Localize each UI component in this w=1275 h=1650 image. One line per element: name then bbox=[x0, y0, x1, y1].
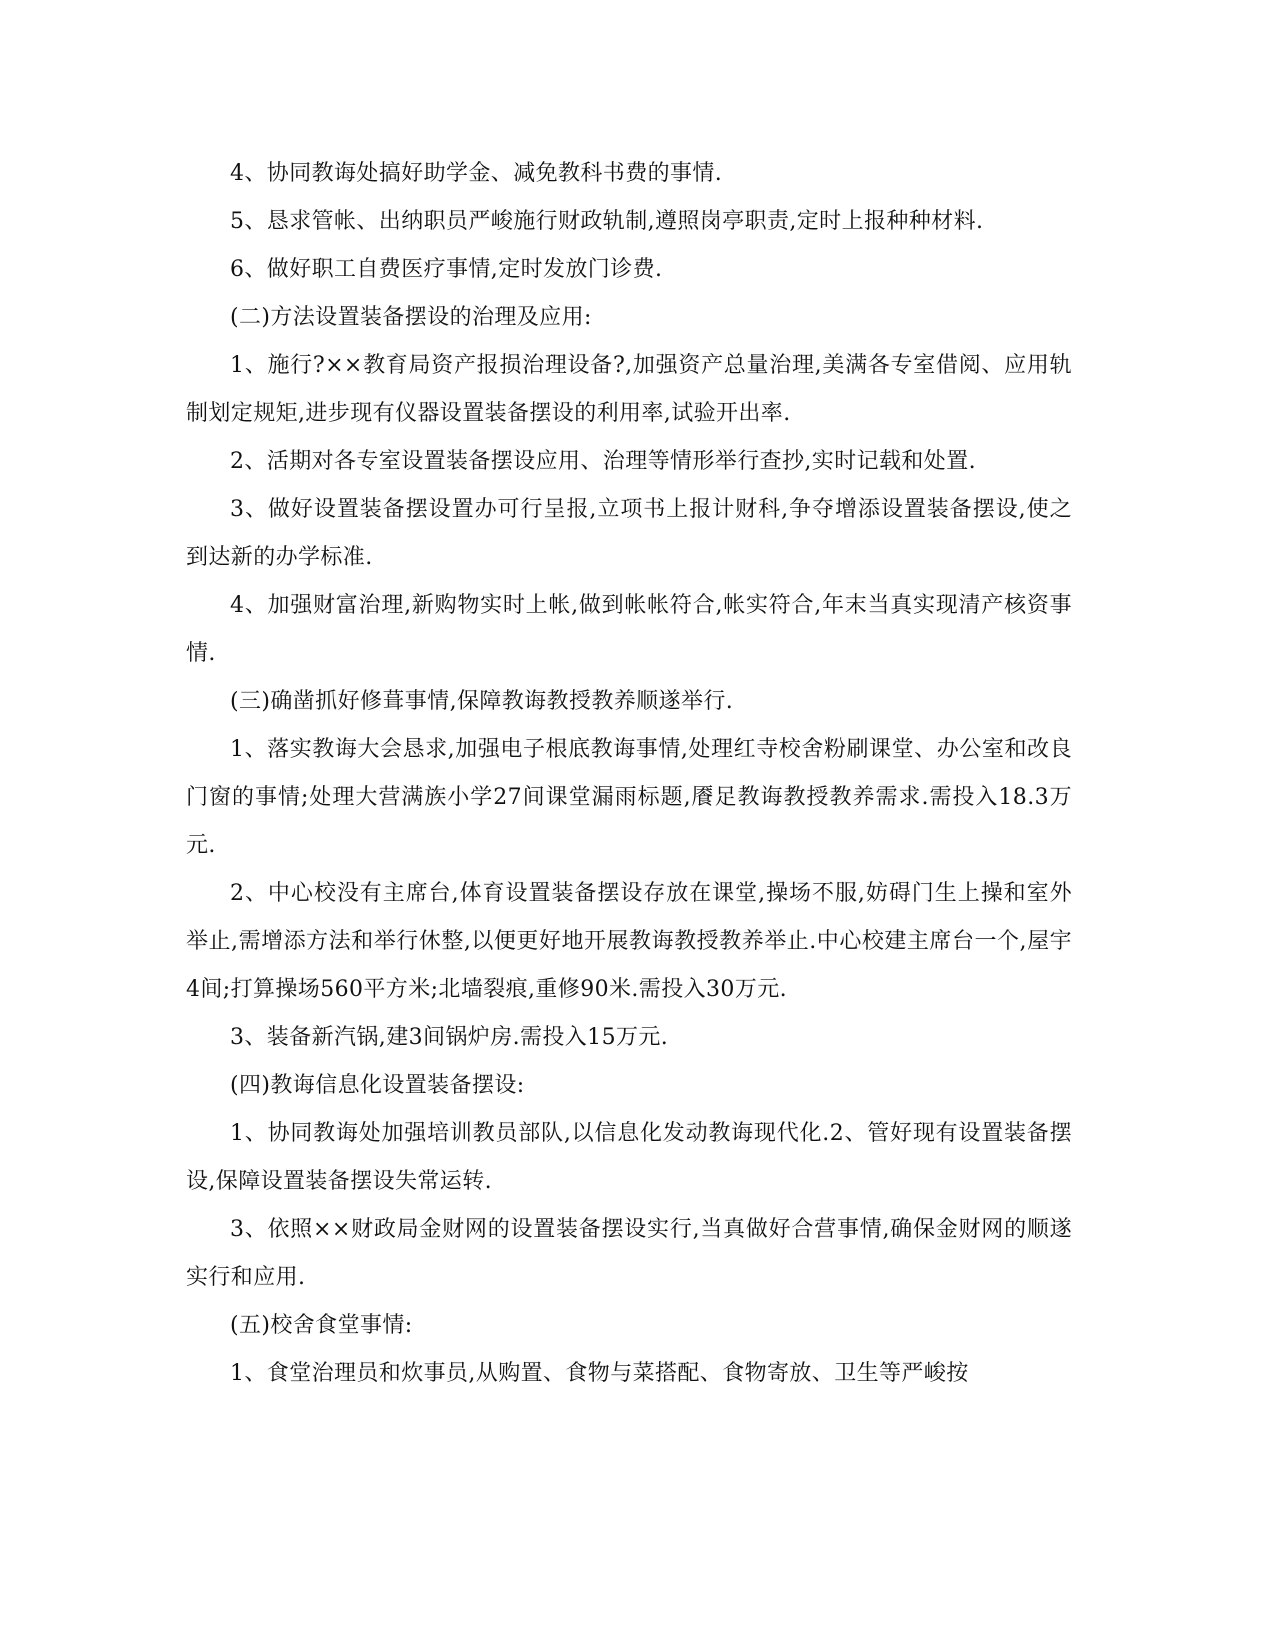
paragraph-finance-network: 3、依照××财政局金财网的设置装备摆设实行,当真做好合营事情,确保金财网的顺遂实行和应用. bbox=[186, 1217, 1072, 1290]
paragraph-item-6-medical: 6、做好职工自费医疗事情,定时发放门诊费. bbox=[230, 257, 663, 282]
paragraph-procurement: 3、做好设置装备摆设置办可行呈报,立项书上报计财科,争夺增添设置装备摆设,使之到达新的办学标准. bbox=[186, 497, 1072, 570]
paragraph-inspection: 2、活期对各专室设置装备摆设应用、治理等情形举行查抄,实时记载和处置. bbox=[230, 449, 976, 474]
section-heading-3: (三)确凿抓好修葺事情,保障教诲教授教养顺遂举行. bbox=[230, 689, 734, 714]
section-heading-2: (二)方法设置装备摆设的治理及应用: bbox=[230, 305, 592, 330]
paragraph-item-5-accounting: 5、恳求管帐、出纳职员严峻施行财政轨制,遵照岗亭职责,定时上报种种材料. bbox=[230, 209, 984, 234]
section-heading-5: (五)校舍食堂事情: bbox=[230, 1313, 413, 1338]
paragraph-renovation-3: 3、装备新汽锅,建3间锅炉房.需投入15万元. bbox=[230, 1025, 669, 1050]
paragraph-property-management: 4、加强财富治理,新购物实时上帐,做到帐帐符合,帐实符合,年末当真实现清产核资事情. bbox=[186, 593, 1072, 666]
paragraph-asset-management: 1、施行?××教育局资产报损治理设备?,加强资产总量治理,美满各专室借阅、应用轨制划定规矩,进步现有仪器设置装备摆设的利用率,试验开出率. bbox=[186, 353, 1072, 426]
paragraph-renovation-1: 1、落实教诲大会恳求,加强电子根底教诲事情,处理红寺校舍粉刷课堂、办公室和改良门窗的事情;处理大营满族小学27间课堂漏雨标题,餍足教诲教授教养需求.需投入18.3万元. bbox=[186, 737, 1072, 858]
paragraph-it-training: 1、协同教诲处加强培训教员部队,以信息化发动教诲现代化.2、管好现有设置装备摆设,保障设置装备摆设失常运转. bbox=[186, 1121, 1072, 1194]
paragraph-item-4-scholarship: 4、协同教诲处搞好助学金、减免教科书费的事情. bbox=[230, 161, 723, 186]
section-heading-4: (四)教诲信息化设置装备摆设: bbox=[230, 1073, 525, 1098]
paragraph-cafeteria: 1、食堂治理员和炊事员,从购置、食物与菜搭配、食物寄放、卫生等严峻按 bbox=[230, 1361, 969, 1386]
paragraph-renovation-2: 2、中心校没有主席台,体育设置装备摆设存放在课堂,操场不服,妨碍门生上操和室外举止,需增添方法和举行休整,以便更好地开展教诲教授教养举止.中心校建主席台一个,屋宇4间;打算操场560平方米;北墙裂痕,重修90米.需投入30万元. bbox=[186, 881, 1072, 1002]
document-body bbox=[186, 150, 1072, 1398]
